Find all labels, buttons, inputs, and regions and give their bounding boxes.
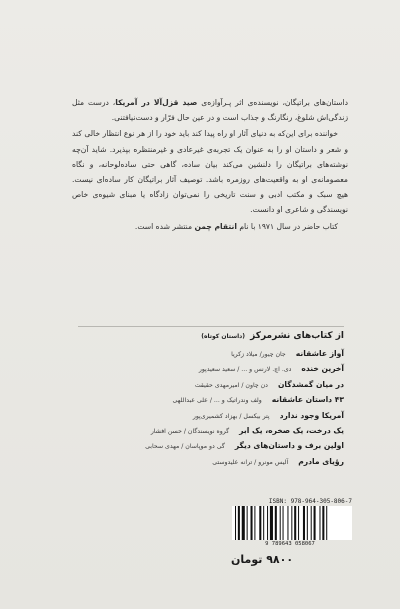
- publisher-list-subtitle: (داستان کوتاه): [201, 333, 245, 340]
- barcode-bar: [251, 506, 253, 540]
- barcode-bar: [311, 506, 312, 540]
- barcode-bar: [283, 506, 284, 540]
- book-author: پتر بیکسل / بهزاد کشمیری‌پور: [192, 412, 270, 420]
- book-author: جان چیور/ میلاد زکریا: [231, 351, 286, 358]
- book-author: دن چاون / امیرمهدی حقیقت: [194, 381, 268, 389]
- barcode-bar: [307, 506, 308, 540]
- paragraph-3-text-start: کتاب حاضر در سال ۱۹۷۱ با نام: [236, 221, 338, 231]
- list-item: [124, 457, 344, 472]
- list-item: [124, 380, 344, 395]
- paragraph-3-bold-title: انتقام چمن: [194, 221, 237, 231]
- book-author: گی دو موپاسان / مهدی سحابی: [145, 443, 225, 451]
- list-item: [124, 395, 344, 410]
- book-title: آواز عاشقانه: [295, 349, 344, 358]
- book-title: آخرین خنده: [301, 364, 344, 374]
- book-title: رؤیای مادرم: [298, 456, 344, 466]
- barcode-bar: [270, 506, 273, 540]
- barcode-bar: [247, 506, 248, 540]
- description-paragraph-1: [72, 95, 348, 125]
- list-item: [124, 349, 344, 364]
- barcode-bar: [303, 506, 305, 540]
- book-title: ۴۳ داستان عاشقانه: [271, 395, 344, 405]
- book-description: [72, 95, 348, 235]
- paragraph-1-bold-title: صید قزل‌آلا در آمریکا: [115, 98, 198, 107]
- barcode-bar: [326, 506, 327, 540]
- list-item: [124, 364, 344, 379]
- description-paragraph-3: [72, 219, 348, 234]
- barcode-block: [228, 498, 352, 550]
- book-author: گروه نویسندگان / حسن افشار: [150, 427, 230, 435]
- barcode-bar: [259, 506, 261, 540]
- paragraph-3-text-end: منتشر شده است.: [134, 221, 195, 231]
- paragraph-1-text-end: ، درست مثل زندگی‌اش شلوغ، رنگارنگ و جذاب است و در عین حال فرّار و دست‌نیافتنی.: [72, 98, 348, 123]
- barcode-digits: 9 789643 058067: [265, 541, 315, 547]
- book-title: یک درخت، یک صخره، یک ابر: [239, 425, 344, 435]
- barcode-bars: [235, 506, 349, 540]
- barcode-bar: [275, 506, 277, 540]
- description-paragraph-2: خواننده برای این‌که به دنیای آثار او راه پیدا کند باید خود را از هر نوع انتظار خالی کند و شعر و داستان او را به عنوان یک تجربه‌ی غیرعادی و غیرمنتظره بپذیرد. شاید آن‌چه نوشته‌های براتیگان را دلنشین می‌کند بیان ساده، گاهی حتی ساده‌لوحانه، و نگاه معصومانه‌ی او به واقعیت‌های روزمره باشد. توصیف آثار براتیگان کار ساده‌ای نیست. هیچ سبک و مکتب ادبی و سنت تاریخی را نمی‌توان زادگاه یا مبنای شیوه‌ی خاص نویسندگی و شاعری او دانست.: [72, 129, 348, 215]
- barcode-bar: [238, 506, 240, 540]
- book-author: دی. اچ. لارنس و ... / سعید سعیدپور: [198, 366, 292, 374]
- barcode-bar: [254, 506, 255, 540]
- book-title: در میان گمشدگان: [277, 379, 344, 389]
- list-item: [124, 441, 344, 456]
- book-title: آمریکا وجود ندارد: [279, 410, 344, 420]
- section-divider: [78, 326, 344, 327]
- barcode-bar: [291, 506, 292, 540]
- price-label: ۹۸۰۰ تومان: [231, 553, 294, 566]
- publisher-list-heading: [201, 331, 344, 341]
- barcode-bar: [298, 506, 299, 540]
- barcode-image: [232, 506, 352, 540]
- isbn-number: ISBN: 978-964-305-806-7: [268, 498, 352, 505]
- list-item: [124, 426, 344, 441]
- barcode-bar: [242, 506, 245, 540]
- barcode-bar: [294, 506, 296, 540]
- barcode-bar: [319, 506, 320, 540]
- book-author: آلیس مونرو / ترانه علیدوستی: [212, 458, 289, 466]
- barcode-bar: [322, 506, 324, 540]
- barcode-bar: [235, 506, 236, 540]
- book-author: ولف وندراتیک و ... / علی عبداللهی: [172, 397, 262, 405]
- publisher-book-list: [124, 349, 344, 472]
- barcode-bar: [263, 506, 264, 540]
- barcode-bar: [287, 506, 288, 540]
- paragraph-1-text-start: داستان‌های براتیگان، نویسنده‌ی اثر پـرآوازه‌ی: [197, 98, 348, 107]
- barcode-bar: [267, 506, 268, 540]
- barcode-bar: [280, 506, 281, 540]
- book-title: اولین برف و داستان‌های دیگر: [234, 441, 344, 451]
- barcode-bar: [314, 506, 316, 540]
- publisher-list-title: از کتاب‌های نشرمرکز: [250, 331, 344, 341]
- list-item: [124, 411, 344, 426]
